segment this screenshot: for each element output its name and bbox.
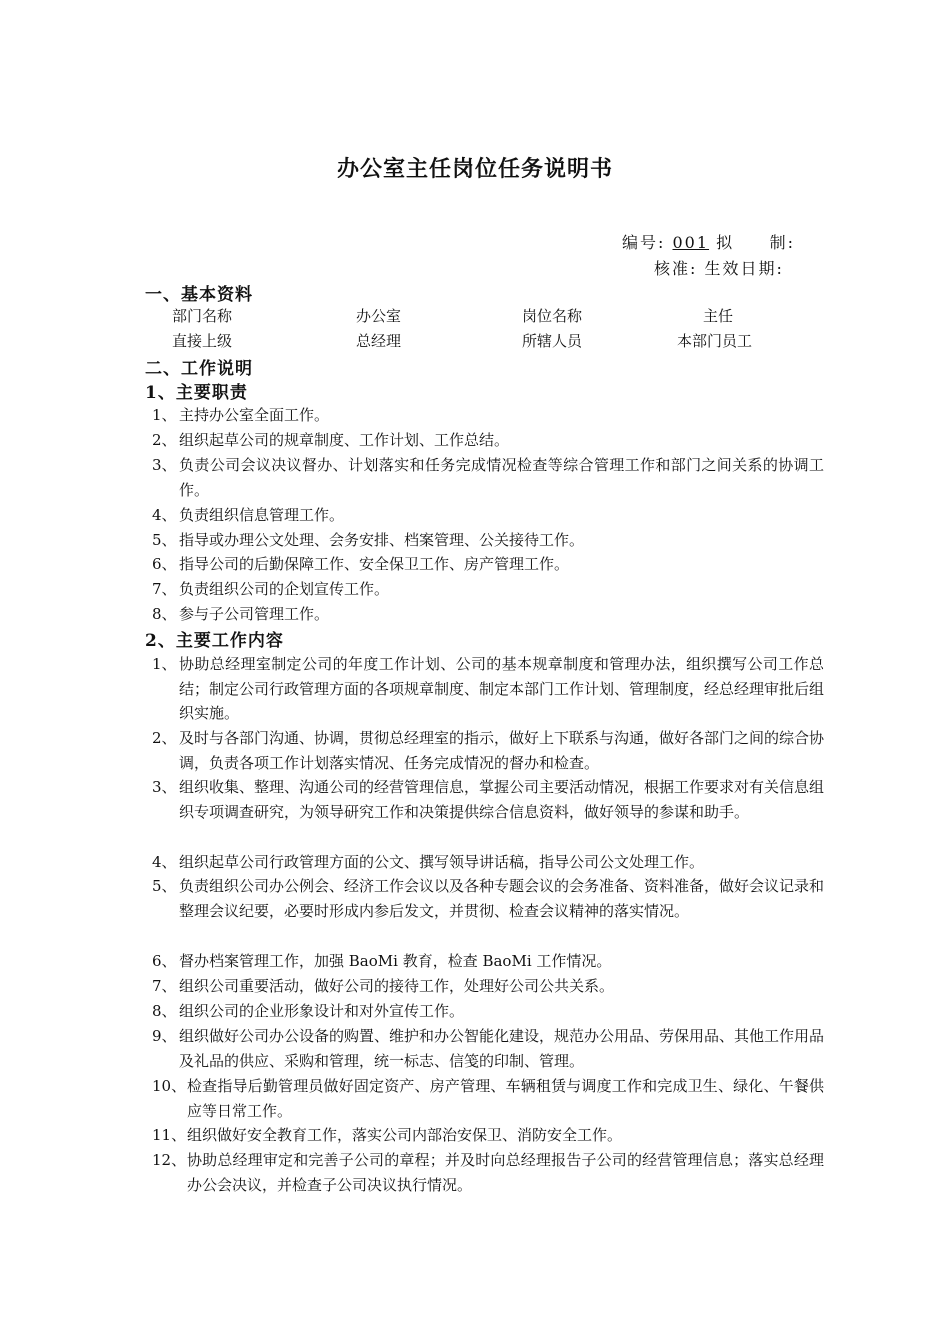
meta-line-number <box>622 230 795 253</box>
item-number: 11、 <box>152 1126 187 1144</box>
duty-item <box>152 528 824 553</box>
item-text: 参与子公司管理工作。 <box>179 605 330 623</box>
item-number: 5、 <box>152 877 177 895</box>
item-text: 组织公司重要活动，做好公司的接待工作，处理好公司公共关系。 <box>179 977 615 995</box>
item-text: 协助总经理室制定公司的年度工作计划、公司的基本规章制度和管理办法，组织撰写公司工作总结；制定公司行政管理方面的各项规章制度、制定本部门工作计划、管理制度，经总经理审批后组织实施。 <box>179 655 825 723</box>
duty-item <box>152 602 824 627</box>
draft-suffix: 制: <box>769 233 795 252</box>
duties-heading: 1、主要职责 <box>145 383 248 403</box>
duty-item <box>152 577 824 602</box>
content-item <box>152 1123 824 1148</box>
item-text: 负责公司会议决议督办、计划落实和任务完成情况检查等综合管理工作和部门之间关系的协调工作。 <box>179 456 824 499</box>
item-text: 组织公司的企业形象设计和对外宣传工作。 <box>179 1002 465 1020</box>
content-item <box>152 652 824 726</box>
item-text: 组织做好公司办公设备的购置、维护和办公智能化建设，规范办公用品、劳保用品、其他工作用品及礼品的供应、采购和管理，统一标志、信笺的印制、管理。 <box>179 1027 825 1070</box>
item-text: 检查指导后勤管理员做好固定资产、房产管理、车辆租赁与调度工作和完成卫生、绿化、午餐供应等日常工作。 <box>187 1077 824 1120</box>
duty-item <box>152 453 824 502</box>
meta-line-approve <box>654 256 784 279</box>
content-item <box>152 850 824 875</box>
item-number: 4、 <box>152 506 177 524</box>
item-number: 1、 <box>152 406 177 424</box>
item-text: 及时与各部门沟通、协调，贯彻总经理室的指示，做好上下联系与沟通，做好各部门之间的综合协调，负责各项工作计划落实情况、任务完成情况的督办和检查。 <box>179 729 825 772</box>
item-number: 6、 <box>152 952 177 970</box>
effective-label: 生效日期: <box>704 259 784 278</box>
content-item <box>152 775 824 824</box>
item-number: 7、 <box>152 977 177 995</box>
item-number: 1、 <box>152 655 177 673</box>
content-item <box>152 1148 824 1197</box>
item-number: 9、 <box>152 1027 177 1045</box>
content-item <box>152 949 824 974</box>
content-item <box>152 874 824 923</box>
item-text: 负责组织公司办公例会、经济工作会议以及各种专题会议的会务准备、资料准备，做好会议记录和整理会议纪要，必要时形成内参后发文，并贯彻、检查会议精神的落实情况。 <box>179 877 825 920</box>
basic-cell: 本部门员工 <box>677 332 753 350</box>
content-item <box>152 1074 824 1123</box>
number-label: 编号: <box>622 233 666 252</box>
item-number: 8、 <box>152 1002 177 1020</box>
content-heading: 2、主要工作内容 <box>145 631 284 651</box>
basic-cell: 办公室 <box>356 307 402 325</box>
item-number: 2、 <box>152 431 177 449</box>
content-item <box>152 999 824 1024</box>
draft-label: 拟 <box>716 233 735 252</box>
item-number: 7、 <box>152 580 177 598</box>
item-text: 督办档案管理工作，加强 BaoMi 教育，检查 BaoMi 工作情况。 <box>179 952 612 970</box>
item-text: 组织做好安全教育工作，落实公司内部治安保卫、消防安全工作。 <box>187 1126 623 1144</box>
duty-item <box>152 428 824 453</box>
item-number: 4、 <box>152 853 177 871</box>
item-text: 负责组织信息管理工作。 <box>179 506 345 524</box>
item-number: 6、 <box>152 555 177 573</box>
item-text: 组织起草公司的规章制度、工作计划、工作总结。 <box>179 431 510 449</box>
section-basic-heading: 一、基本资料 <box>145 285 253 305</box>
basic-cell: 直接上级 <box>172 332 233 350</box>
basic-cell: 总经理 <box>356 332 402 350</box>
item-text: 负责组织公司的企划宣传工作。 <box>179 580 390 598</box>
approve-label: 核准: <box>654 259 698 278</box>
item-number: 2、 <box>152 729 177 747</box>
basic-cell: 岗位名称 <box>522 307 583 325</box>
content-item <box>152 1024 824 1073</box>
duty-item <box>152 552 824 577</box>
item-number: 3、 <box>152 456 177 474</box>
basic-cell: 所辖人员 <box>522 332 583 350</box>
number-value: 001 <box>672 233 710 252</box>
item-text: 指导公司的后勤保障工作、安全保卫工作、房产管理工作。 <box>179 555 570 573</box>
document-title: 办公室主任岗位任务说明书 <box>336 156 613 182</box>
item-number: 12、 <box>152 1151 187 1169</box>
item-text: 组织起草公司行政管理方面的公文、撰写领导讲话稿，指导公司公文处理工作。 <box>179 853 705 871</box>
item-number: 10、 <box>152 1077 187 1095</box>
item-text: 主持办公室全面工作。 <box>179 406 330 424</box>
item-number: 8、 <box>152 605 177 623</box>
section-work-heading: 二、工作说明 <box>145 359 253 379</box>
item-number: 3、 <box>152 778 177 796</box>
basic-cell: 主任 <box>703 307 734 325</box>
duty-item <box>152 403 824 428</box>
content-item <box>152 726 824 775</box>
item-text: 协助总经理审定和完善子公司的章程；并及时向总经理报告子公司的经营管理信息；落实总经理办公会决议，并检查子公司决议执行情况。 <box>187 1151 824 1194</box>
content-item <box>152 974 824 999</box>
item-text: 组织收集、整理、沟通公司的经营管理信息，掌握公司主要活动情况，根据工作要求对有关信息组织专项调查研究，为领导研究工作和决策提供综合信息资料，做好领导的参谋和助手。 <box>179 778 825 821</box>
item-text: 指导或办理公文处理、会务安排、档案管理、公关接待工作。 <box>179 531 585 549</box>
basic-cell: 部门名称 <box>172 307 233 325</box>
duty-item <box>152 503 824 528</box>
item-number: 5、 <box>152 531 177 549</box>
